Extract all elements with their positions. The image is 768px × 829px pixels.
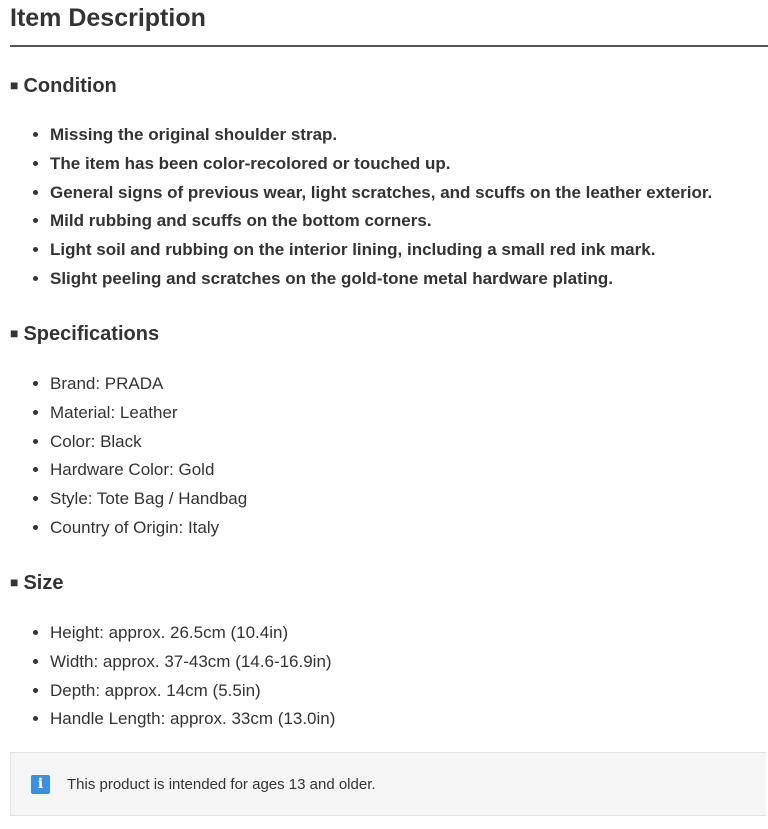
list-item: • General signs of previous wear, light scratches, and scuffs on the leather exterior. <box>50 179 712 208</box>
condition-list <box>0 121 712 294</box>
age-notice-text: This product is intended for ages 13 and older. <box>67 776 376 793</box>
list-item: • Material: Leather <box>50 399 247 428</box>
age-notice <box>10 752 766 816</box>
size-heading-label: Size <box>23 572 64 594</box>
list-item: • Handle Length: approx. 33cm (13.0in) <box>50 705 335 734</box>
list-item: • Hardware Color: Gold <box>50 456 247 485</box>
specifications-heading <box>10 321 159 346</box>
list-item: • Light soil and rubbing on the interior lining, including a small red ink mark. <box>50 236 712 265</box>
list-item: • Color: Black <box>50 428 247 457</box>
list-item: • Width: approx. 37-43cm (14.6-16.9in) <box>50 648 335 677</box>
page-title: Item Description <box>10 4 206 32</box>
list-item: • Height: approx. 26.5cm (10.4in) <box>50 619 335 648</box>
specifications-list <box>0 370 247 543</box>
condition-heading-label: Condition <box>23 75 117 97</box>
info-icon: i <box>31 775 50 794</box>
size-heading <box>10 570 64 595</box>
square-bullet-icon: ■ <box>10 574 19 590</box>
condition-heading <box>10 73 117 98</box>
list-item: • Style: Tote Bag / Handbag <box>50 485 247 514</box>
list-item: • Slight peeling and scratches on the gold-tone metal hardware plating. <box>50 265 712 294</box>
specifications-heading-label: Specifications <box>23 323 160 345</box>
list-item: • Mild rubbing and scuffs on the bottom corners. <box>50 207 712 236</box>
list-item: • Country of Origin: Italy <box>50 514 247 543</box>
list-item: • The item has been color-recolored or touched up. <box>50 150 712 179</box>
size-list <box>0 619 335 734</box>
list-item: • Brand: PRADA <box>50 370 247 399</box>
list-item: • Missing the original shoulder strap. <box>50 121 712 150</box>
title-divider <box>10 45 768 47</box>
square-bullet-icon: ■ <box>10 325 19 341</box>
square-bullet-icon: ■ <box>10 77 19 93</box>
list-item: • Depth: approx. 14cm (5.5in) <box>50 677 335 706</box>
